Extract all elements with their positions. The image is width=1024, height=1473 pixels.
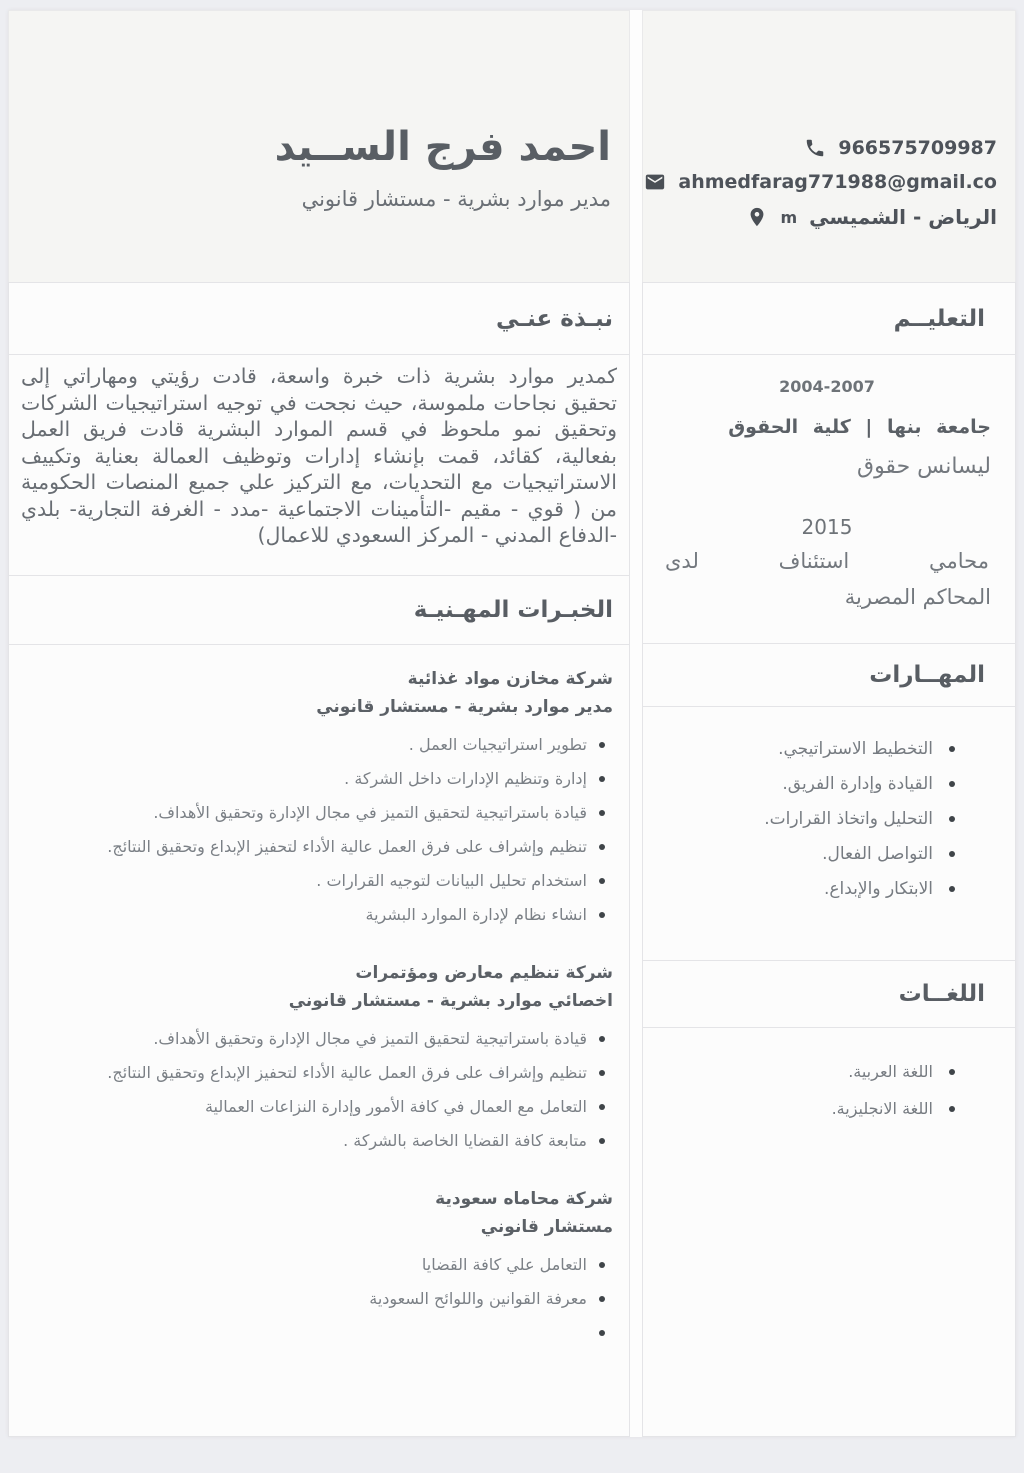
job-entry — [19, 669, 613, 925]
about-section-header — [8, 282, 630, 355]
job-bullet: معرفة القوانين واللوائح السعودية — [19, 1289, 613, 1309]
job-role: مدير موارد بشرية - مستشار قانوني — [316, 697, 613, 717]
job-bullet: انشاء نظام لإدارة الموارد البشرية — [19, 905, 613, 925]
job-company: شركة تنظيم معارض ومؤتمرات — [355, 963, 613, 983]
education-school: جامعة بنها | كلية الحقوق — [728, 416, 991, 438]
experience-heading: الخبـرات المهـنيـة — [413, 597, 613, 623]
education-cert-line2: المحاكم المصرية — [844, 585, 991, 609]
skill-item: التخطيط الاستراتيجي. — [663, 739, 961, 759]
about-content — [8, 354, 630, 576]
column-divider — [630, 10, 642, 1437]
skills-section-header — [642, 643, 1016, 707]
phone-icon — [804, 137, 826, 159]
job-role: مستشار قانوني — [480, 1217, 613, 1237]
about-heading: نبـذة عنـي — [496, 305, 613, 332]
contact-row-location — [655, 205, 997, 229]
sidebar-column — [642, 10, 1016, 1437]
experience-section-header — [8, 575, 630, 645]
education-content — [642, 354, 1016, 644]
job-bullet: التعامل مع العمال في كافة الأمور وإدارة النزاعات العمالية — [19, 1097, 613, 1117]
job-role: اخصائي موارد بشرية - مستشار قانوني — [288, 991, 613, 1011]
contact-row-phone — [655, 137, 997, 159]
education-heading: التعليــم — [893, 305, 985, 332]
job-bullet-list — [19, 1255, 613, 1309]
job-bullet: قيادة باستراتيجية لتحقيق التميز في مجال الإدارة وتحقيق الأهداف. — [19, 803, 613, 823]
languages-content — [642, 1027, 1016, 1437]
education-degree: ليسانس حقوق — [857, 454, 991, 479]
contact-row-email — [655, 171, 997, 193]
skill-item: التواصل الفعال. — [663, 844, 961, 864]
languages-heading: اللغــات — [898, 981, 985, 1007]
email-icon — [644, 171, 666, 193]
skills-content — [642, 706, 1016, 961]
skills-heading: المهــارات — [869, 662, 985, 688]
job-bullet: تنظيم وإشراف على فرق العمل عالية الأداء لتحفيز الإبداع وتحقيق النتائج. — [19, 837, 613, 857]
language-item: اللغة الانجليزية. — [663, 1099, 961, 1118]
job-bullet: تنظيم وإشراف على فرق العمل عالية الأداء لتحفيز الإبداع وتحقيق النتائج. — [19, 1063, 613, 1083]
main-column — [8, 10, 630, 1437]
phone-number: 966575709987 — [838, 137, 997, 159]
job-bullet-list — [19, 1029, 613, 1151]
job-bullet-list — [19, 735, 613, 925]
resume-page — [8, 10, 1016, 1437]
person-name: احمد فرج الســيد — [274, 124, 611, 170]
job-bullet: إدارة وتنظيم الإدارات داخل الشركة . — [19, 769, 613, 789]
location-text: الرياض - الشميسي — [809, 205, 997, 229]
education-period: 2004-2007 — [779, 377, 875, 396]
languages-section-header — [642, 960, 1016, 1028]
name-header-section — [8, 10, 630, 283]
job-company: شركة مخازن مواد غذائية — [407, 669, 613, 689]
email-address: ahmedfarag771988@gmail.co — [678, 171, 997, 193]
job-bullet: التعامل علي كافة القضايا — [19, 1255, 613, 1275]
about-paragraph: كمدير موارد بشرية ذات خبرة واسعة، قادت رؤيتي ومهاراتي إلى تحقيق نجاحات ملموسة، حيث نجحت في توجيه استراتيجيات الشركات وتحقيق نمو ملحوظ في قسم الموارد البشرية قادت فريق العمل بفعالية، كقائد، قمت بإنشاء إدارات وتوظيف العمالة بعناية وتكييف الاستراتيجيات مع التحديات، مع التركيز علي جميع المنصات الحكومية من ( قوي - مقيم -التأمينات الاجتماعية -مدد - الغرفة التجارية- بلدي -الدفاع المدني - المركز السعودي للاعمال) — [21, 364, 617, 547]
contact-section — [642, 10, 1016, 283]
experience-content — [8, 644, 630, 1437]
skill-item: الابتكار والإبداع. — [663, 879, 961, 899]
education-period-2: 2015 — [801, 515, 853, 539]
education-section-header — [642, 282, 1016, 355]
job-bullet: تطوير استراتيجيات العمل . — [19, 735, 613, 755]
skills-list — [663, 739, 961, 899]
skill-item: التحليل واتخاذ القرارات. — [663, 809, 961, 829]
job-bullet: استخدام تحليل البيانات لتوجيه القرارات . — [19, 871, 613, 891]
location-pin-icon — [746, 206, 768, 228]
job-bullet: قيادة باستراتيجية لتحقيق التميز في مجال الإدارة وتحقيق الأهداف. — [19, 1029, 613, 1049]
job-entry — [19, 963, 613, 1151]
languages-list — [663, 1062, 961, 1118]
person-title: مدير موارد بشرية - مستشار قانوني — [301, 187, 611, 211]
education-cert-line1: محامي استئناف لدى — [665, 549, 989, 573]
job-bullet: متابعة كافة القضايا الخاصة بالشركة . — [19, 1131, 613, 1151]
job-company: شركة محاماه سعودية — [435, 1189, 613, 1209]
location-prefix: m — [780, 207, 798, 227]
skill-item: القيادة وإدارة الفريق. — [663, 774, 961, 794]
job-entry — [19, 1189, 613, 1309]
language-item: اللغة العربية. — [663, 1062, 961, 1081]
